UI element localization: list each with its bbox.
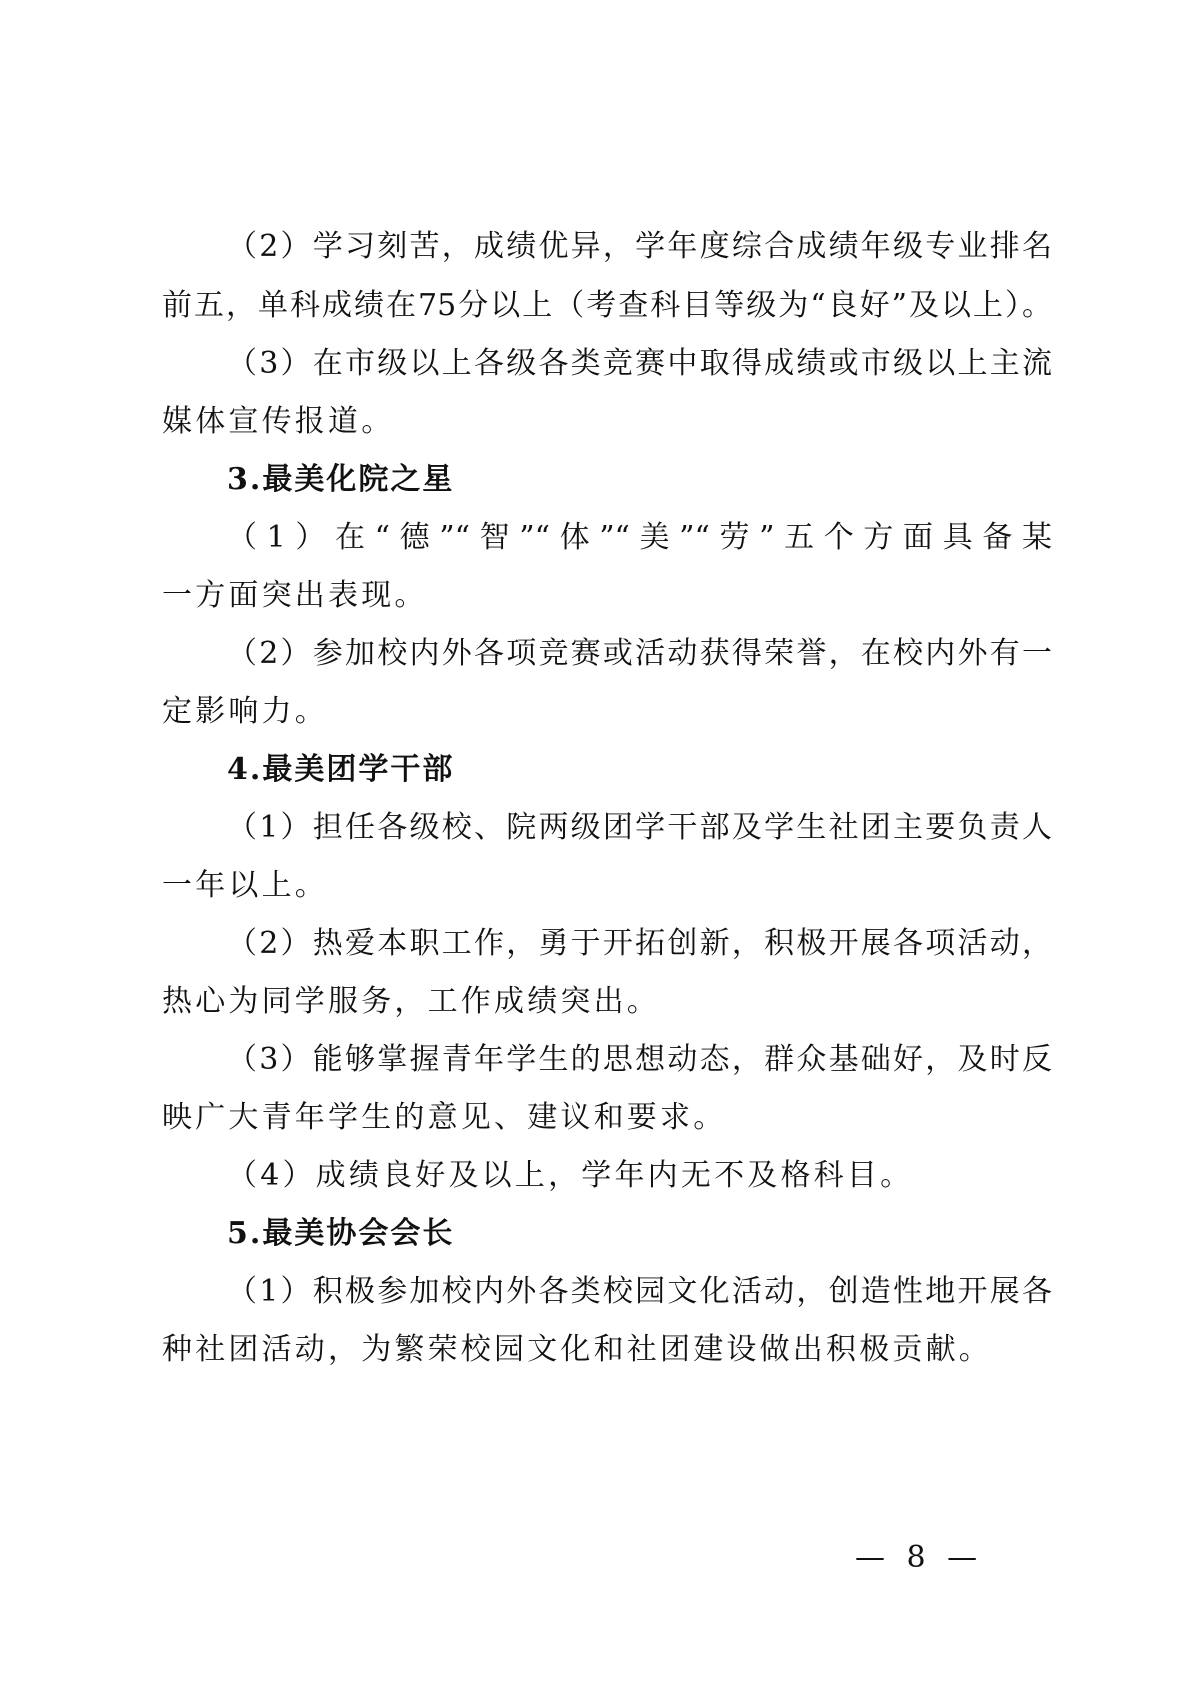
paragraph-line: （1）积极参加校内外各类校园文化活动，创造性地开展各 [227, 1274, 1052, 1309]
paragraph-line: 媒体宣传报道。 [162, 404, 395, 439]
page-number: — 8 — [855, 1540, 984, 1575]
paragraph-line: 一年以上。 [162, 868, 328, 903]
paragraph-line: （2）热爱本职工作，勇于开拓创新，积极开展各项活动， [227, 926, 1052, 961]
paragraph-line: 热心为同学服务，工作成绩突出。 [162, 984, 660, 1019]
paragraph-line: （3）在市级以上各级各类竞赛中取得成绩或市级以上主流 [227, 346, 1052, 381]
paragraph-line: 种社团活动，为繁荣校园文化和社团建设做出积极贡献。 [162, 1332, 992, 1367]
paragraph-line: （1）在“德”“智”“体”“美”“劳”五个方面具备某 [227, 520, 1052, 555]
paragraph-line: 一方面突出表现。 [162, 578, 428, 613]
section-heading: 3.最美化院之星 [227, 462, 455, 497]
paragraph-line: （4）成绩良好及以上，学年内无不及格科目。 [227, 1158, 914, 1193]
paragraph-line: 映广大青年学生的意见、建议和要求。 [162, 1100, 727, 1135]
section-heading: 4.最美团学干部 [227, 752, 455, 787]
section-heading: 5.最美协会会长 [227, 1216, 455, 1251]
paragraph-line: （1）担任各级校、院两级团学干部及学生社团主要负责人 [227, 810, 1052, 845]
paragraph-line: （3）能够掌握青年学生的思想动态，群众基础好，及时反 [227, 1042, 1052, 1077]
paragraph-line: （2）参加校内外各项竞赛或活动获得荣誉，在校内外有一 [227, 636, 1052, 671]
paragraph-line: （2）学习刻苦，成绩优异，学年度综合成绩年级专业排名 [227, 229, 1052, 264]
paragraph-line: 定影响力。 [162, 694, 328, 729]
paragraph-line: 前五，单科成绩在75分以上（考查科目等级为“良好”及以上）。 [162, 288, 1052, 323]
